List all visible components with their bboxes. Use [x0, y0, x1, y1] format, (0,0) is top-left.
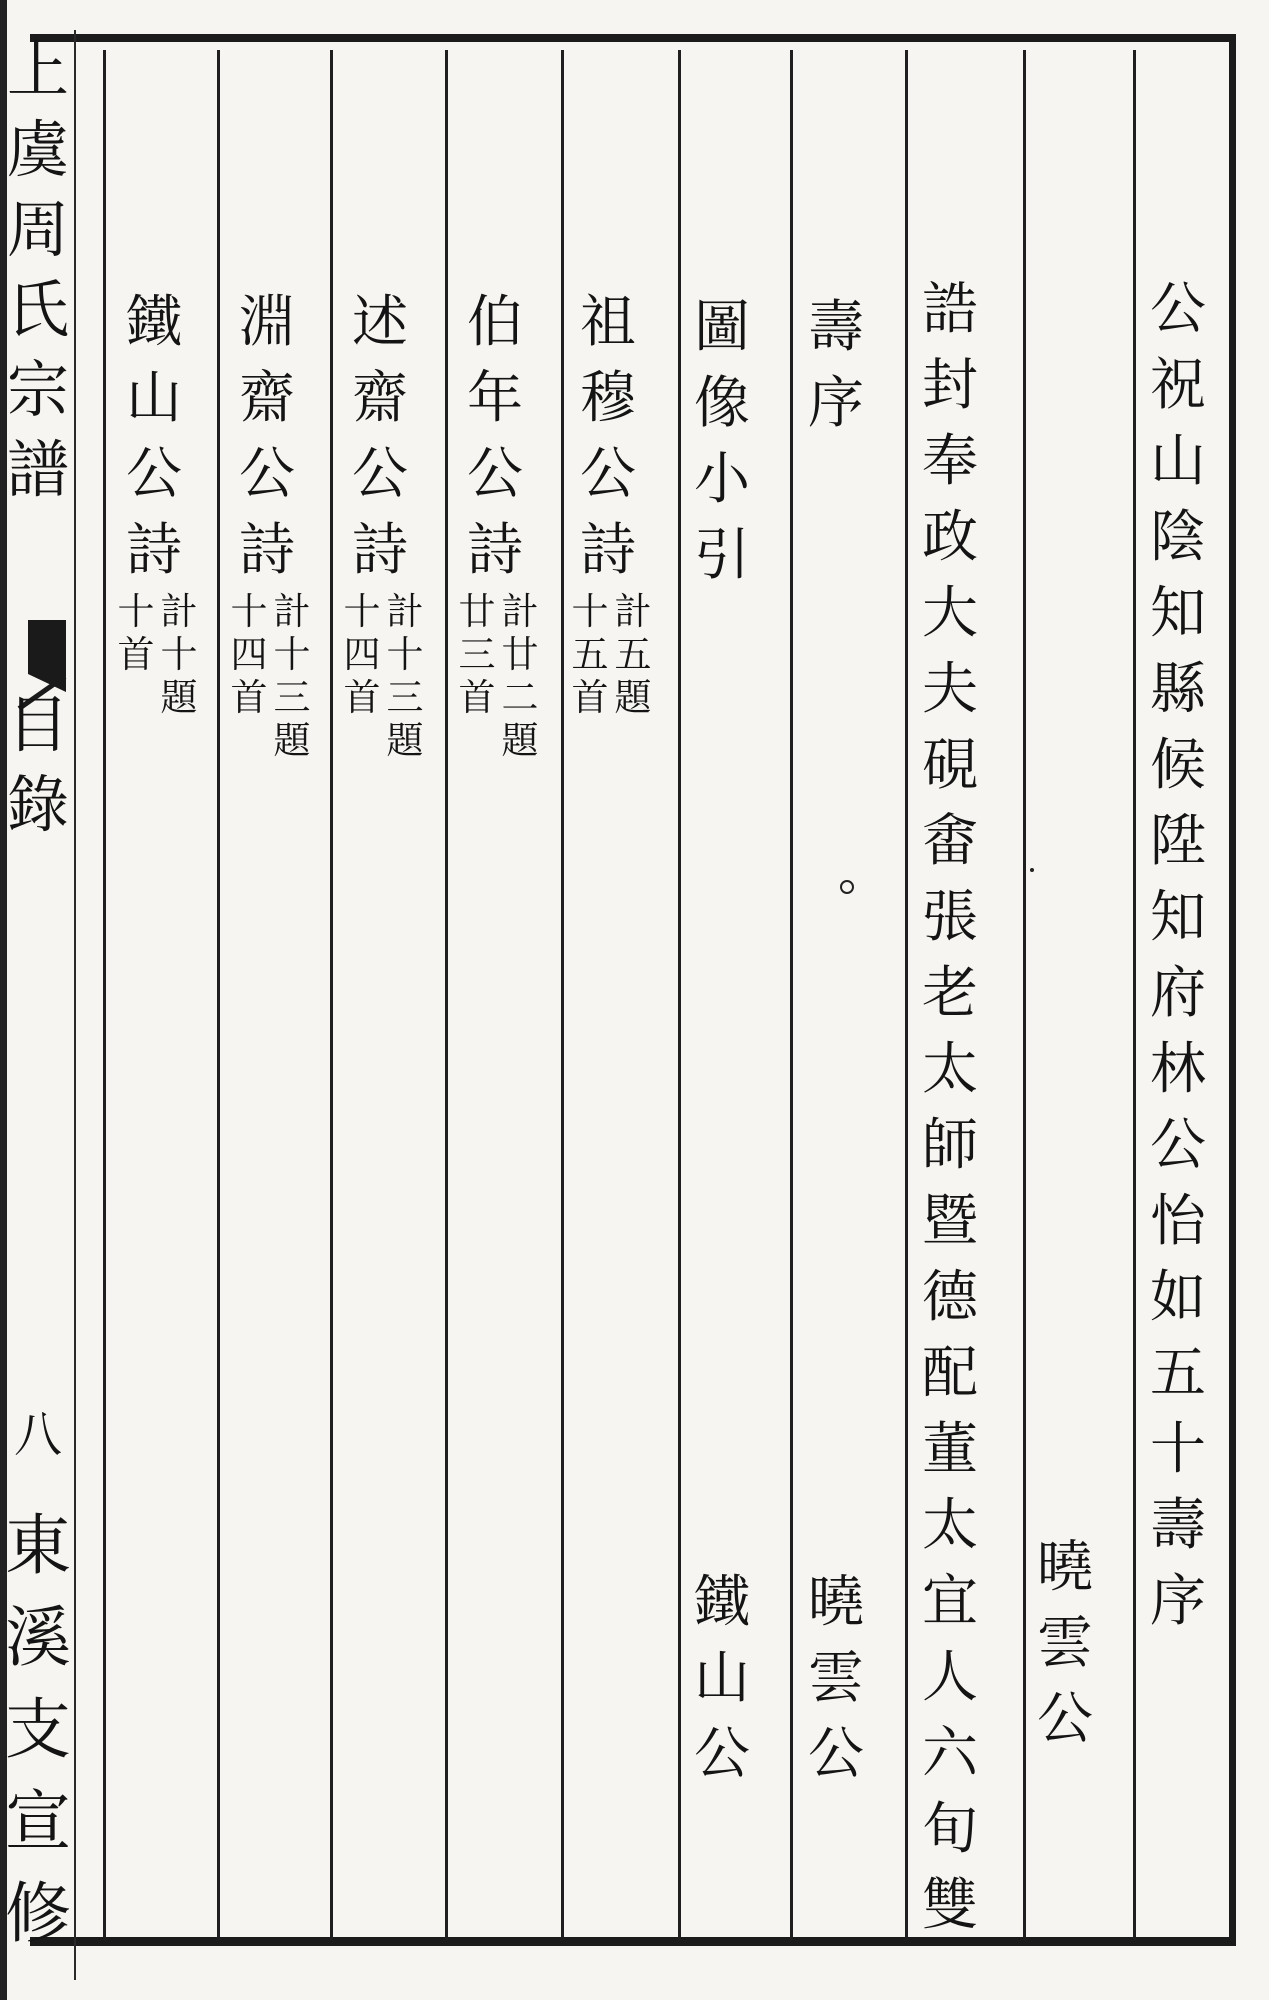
char: 題	[273, 719, 311, 762]
char: 山	[694, 1646, 750, 1711]
char: 公	[467, 442, 523, 507]
char: 老	[922, 961, 978, 1026]
char: 鐵	[694, 1570, 750, 1635]
char: 大	[922, 581, 978, 646]
toc-entry-title	[1146, 272, 1210, 1640]
char: 十	[160, 633, 198, 676]
toc-note	[116, 590, 199, 719]
char: 陞	[1150, 809, 1206, 874]
char: 知	[1150, 581, 1206, 646]
char: 曉	[808, 1570, 864, 1635]
char: 公	[239, 442, 295, 507]
char: 小	[694, 447, 750, 512]
char: 暨	[922, 1189, 978, 1254]
toc-note	[342, 590, 425, 762]
spine-char: 錄	[6, 768, 69, 841]
char: 張	[922, 885, 978, 950]
char: 詩	[352, 518, 408, 583]
char: 公	[694, 1722, 750, 1787]
char: 計	[501, 590, 539, 633]
char: 年	[467, 366, 523, 431]
char: 詩	[126, 518, 182, 583]
column-rule	[905, 50, 908, 1940]
char: 二	[501, 676, 539, 719]
char: 四	[230, 633, 268, 676]
spine-char: 溪	[5, 1599, 71, 1676]
char: 候	[1150, 733, 1206, 798]
char: 三	[386, 676, 424, 719]
char: 夫	[922, 657, 978, 722]
toc-entry-author	[1033, 1530, 1097, 1758]
char: 題	[614, 676, 652, 719]
char: 五	[1150, 1341, 1206, 1406]
char: 公	[1150, 1113, 1206, 1178]
char: 人	[922, 1645, 978, 1710]
column-rule	[330, 50, 333, 1940]
note-line-left	[570, 590, 610, 719]
column-rule	[1133, 50, 1136, 1940]
char: 計	[386, 590, 424, 633]
char: 首	[571, 676, 609, 719]
char: 詩	[580, 518, 636, 583]
toc-entry-title	[690, 290, 754, 594]
char: 五	[571, 633, 609, 676]
char: 祖	[580, 290, 636, 355]
char: 知	[1150, 885, 1206, 950]
toc-entry-poems	[122, 285, 186, 589]
note-line-right	[272, 590, 312, 762]
char: 首	[117, 633, 155, 676]
char: 首	[458, 676, 496, 719]
column-rule	[445, 50, 448, 1940]
spine-title	[6, 30, 70, 510]
char: 十	[273, 633, 311, 676]
char: 十	[230, 590, 268, 633]
toc-note	[229, 590, 312, 762]
char: 太	[922, 1493, 978, 1558]
char: 三	[458, 633, 496, 676]
spine-char: 目	[6, 688, 69, 761]
char: 雲	[1037, 1611, 1093, 1676]
char: 計	[614, 590, 652, 633]
char: 像	[694, 371, 750, 436]
char: 伯	[467, 290, 523, 355]
char: 師	[922, 1113, 978, 1178]
column-rule	[790, 50, 793, 1940]
char: 公	[126, 442, 182, 507]
column-rule	[678, 50, 681, 1940]
toc-entry-author	[690, 1565, 754, 1793]
spine-char: 宣	[5, 1783, 71, 1860]
spine-hall	[6, 1500, 70, 1960]
spine-char: 上	[6, 33, 69, 106]
char: 公	[580, 442, 636, 507]
column-rule	[217, 50, 220, 1940]
char: 誥	[922, 277, 978, 342]
char: 廿	[501, 633, 539, 676]
spine-char: 修	[5, 1875, 71, 1952]
column-rule	[561, 50, 564, 1940]
char: 詩	[467, 518, 523, 583]
char: 十	[117, 590, 155, 633]
char: 首	[343, 676, 381, 719]
char: 十	[571, 590, 609, 633]
char: 宜	[922, 1569, 978, 1634]
char: 封	[922, 353, 978, 418]
char: 縣	[1150, 657, 1206, 722]
char: 公	[352, 442, 408, 507]
spine-char: 支	[5, 1691, 71, 1768]
char: 三	[273, 676, 311, 719]
char: 山	[126, 366, 182, 431]
char: 十	[386, 633, 424, 676]
note-line-right	[385, 590, 425, 762]
char: 廿	[458, 590, 496, 633]
char: 雙	[922, 1873, 978, 1938]
char: 題	[386, 719, 424, 762]
note-line-left	[457, 590, 497, 719]
char: 陰	[1150, 505, 1206, 570]
spine-divider	[74, 30, 76, 1980]
toc-entry-poems	[463, 285, 527, 589]
char: 壽	[1150, 1493, 1206, 1558]
spine-page-number	[6, 1395, 70, 1475]
char: 雲	[808, 1646, 864, 1711]
char: 十	[1150, 1417, 1206, 1482]
char: 鐵	[126, 290, 182, 355]
char: 題	[501, 719, 539, 762]
note-line-right	[159, 590, 199, 719]
char: 山	[1150, 429, 1206, 494]
char: 首	[230, 676, 268, 719]
toc-entry-title	[918, 272, 982, 1944]
toc-entry-author	[804, 1565, 868, 1793]
char: 政	[922, 505, 978, 570]
spine-char: 譜	[6, 433, 69, 506]
toc-entry-poems	[576, 285, 640, 589]
char: 祝	[1150, 353, 1206, 418]
spine-char: 氏	[6, 273, 69, 346]
char: 公	[1037, 1687, 1093, 1752]
toc-entry-poems	[348, 285, 412, 589]
book-spine	[0, 30, 72, 1980]
note-line-right	[613, 590, 653, 719]
char: 配	[922, 1341, 978, 1406]
char: 怡	[1150, 1189, 1206, 1254]
char: 如	[1150, 1265, 1206, 1330]
ink-speck	[1030, 868, 1034, 872]
toc-note	[457, 590, 540, 762]
toc-entry-title	[804, 290, 868, 442]
column-rule	[103, 50, 106, 1940]
char: 穆	[580, 366, 636, 431]
char: 計	[273, 590, 311, 633]
char: 旬	[922, 1797, 978, 1862]
spine-char: 東	[5, 1507, 71, 1584]
toc-note	[570, 590, 653, 719]
note-line-left	[342, 590, 382, 719]
char: 述	[352, 290, 408, 355]
char: 公	[1150, 277, 1206, 342]
char: 太	[922, 1037, 978, 1102]
char: 計	[160, 590, 198, 633]
toc-entry-poems	[235, 285, 299, 589]
note-line-right	[500, 590, 540, 762]
char: 齋	[239, 366, 295, 431]
char: 引	[694, 523, 750, 588]
char: 四	[343, 633, 381, 676]
char: 畬	[922, 809, 978, 874]
note-line-left	[229, 590, 269, 719]
char: 府	[1150, 961, 1206, 1026]
spine-char: 宗	[6, 353, 69, 426]
page-number: 八	[13, 1407, 62, 1463]
char: 題	[160, 676, 198, 719]
char: 壽	[808, 295, 864, 360]
char: 十	[343, 590, 381, 633]
note-line-left	[116, 590, 156, 676]
char: 曉	[1037, 1535, 1093, 1600]
char: 六	[922, 1721, 978, 1786]
char: 序	[808, 371, 864, 436]
char: 公	[808, 1722, 864, 1787]
char: 德	[922, 1265, 978, 1330]
spine-char: 周	[6, 193, 69, 266]
column-rule	[1023, 50, 1026, 1940]
char: 序	[1150, 1569, 1206, 1634]
char: 奉	[922, 429, 978, 494]
char: 五	[614, 633, 652, 676]
spine-char: 虞	[6, 113, 69, 186]
char: 詩	[239, 518, 295, 583]
char: 林	[1150, 1037, 1206, 1102]
char: 淵	[239, 290, 295, 355]
char: 齋	[352, 366, 408, 431]
char: 圖	[694, 295, 750, 360]
char: 硯	[922, 733, 978, 798]
char: 董	[922, 1417, 978, 1482]
spine-section	[6, 685, 70, 845]
ink-circle	[840, 880, 854, 894]
